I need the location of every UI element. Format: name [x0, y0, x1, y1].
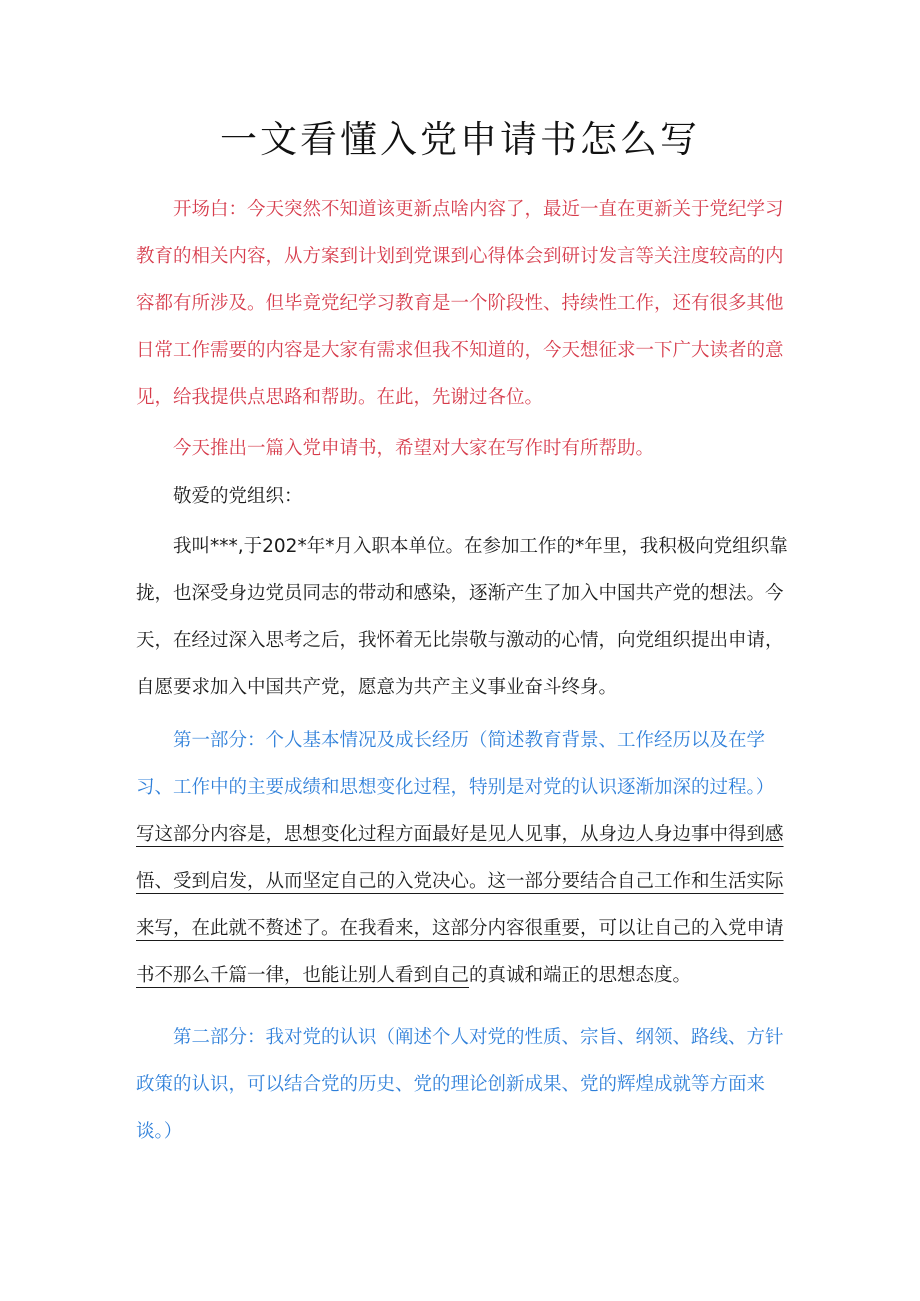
part2-heading: 第二部分：我对党的认识（阐述个人对党的性质、宗旨、纲领、路线、方针政策的认识，可以结合党的历史、党的理论创新成果、党的辉煌成就等方面来谈。） — [136, 1027, 784, 1142]
part1-note-tail: 的真诚和端正的思想态度。 — [469, 965, 692, 986]
intro-paragraph-2: 今天推出一篇入党申请书，希望对大家在写作时有所帮助。 — [173, 438, 655, 459]
intro-paragraph: 开场白：今天突然不知道该更新点啥内容了，最近一直在更新关于党纪学习教育的相关内容，从方案到计划到党课到心得体会到研讨发言等关注度较高的内容都有所涉及。但毕竟党纪学习教育是一个阶段性、持续性工作，还有很多其他日常工作需要的内容是大家有需求但我不知道的，今天想征求一下广大读者的意见，给我提供点思路和帮助。在此，先谢过各位。 — [136, 199, 784, 408]
part1-heading: 第一部分：个人基本情况及成长经历（简述教育背景、工作经历以及在学习、工作中的主要成绩和思想变化过程，特别是对党的认识逐渐加深的过程。） — [136, 730, 775, 798]
body-paragraph-1: 我叫***,于202*年*月入职本单位。在参加工作的*年里，我积极向党组织靠拢，也深受身边党员同志的带动和感染，逐渐产生了加入中国共产党的想法。今天，在经过深入思考之后，我怀着无比崇敬与激动的心情，向党组织提出申请，自愿要求加入中国共产党，愿意为共产主义事业奋斗终身。 — [136, 536, 788, 698]
part1-note-underlined: 写这部分内容是，思想变化过程方面最好是见人见事，从身边人身边事中得到感悟、受到启发，从而坚定自己的入党决心。这一部分要结合自己工作和生活实际来写，在此就不赘述了。在我看来，这部分内容很重要，可以让自己的入党申请书不那么千篇一律，也能让别人看到自己 — [136, 824, 784, 986]
part1-section — [136, 717, 788, 999]
document-title: 一文看懂入党申请书怎么写 — [220, 118, 700, 161]
salutation: 敬爱的党组织： — [173, 486, 303, 507]
